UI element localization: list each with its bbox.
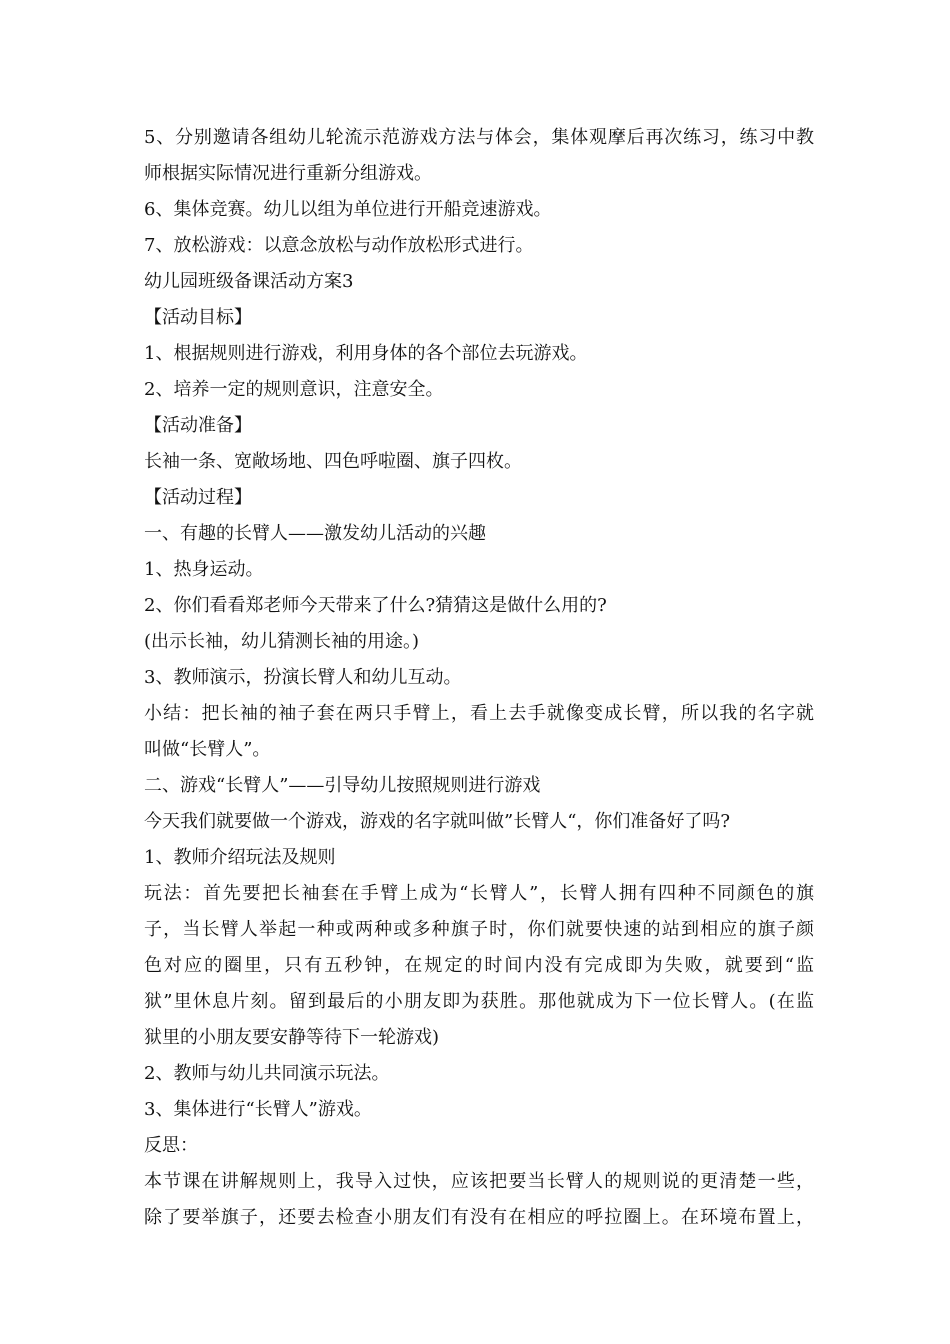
paragraph-line: 1、根据规则进行游戏，利用身体的各个部位去玩游戏。 <box>144 343 588 364</box>
paragraph-line: 小结：把长袖的袖子套在两只手臂上，看上去手就像变成长臂，所以我的名字就 <box>144 703 814 724</box>
paragraph-line: 6、集体竞赛。幼儿以组为单位进行开船竞速游戏。 <box>144 199 552 220</box>
paragraph-line: 长袖一条、宽敞场地、四色呼啦圈、旗子四枚。 <box>144 451 522 472</box>
paragraph-line: 子，当长臂人举起一种或两种或多种旗子时，你们就要快速的站到相应的旗子颜 <box>144 919 814 940</box>
paragraph-line: 1、热身运动。 <box>144 559 264 580</box>
paragraph-line: 【活动准备】 <box>144 415 252 436</box>
paragraph-line: 2、培养一定的规则意识，注意安全。 <box>144 379 444 400</box>
paragraph-line: 5、分别邀请各组幼儿轮流示范游戏方法与体会，集体观摩后再次练习，练习中教 <box>144 127 814 148</box>
paragraph-line: 狱”里休息片刻。留到最后的小朋友即为获胜。那他就成为下一位长臂人。(在监 <box>144 991 814 1012</box>
paragraph-line: 今天我们就要做一个游戏，游戏的名字就叫做”长臂人“，你们准备好了吗? <box>144 811 731 832</box>
paragraph-line: 二、游戏“长臂人”——引导幼儿按照规则进行游戏 <box>144 775 541 796</box>
paragraph-line: 1、教师介绍玩法及规则 <box>144 847 336 868</box>
paragraph-line: 幼儿园班级备课活动方案3 <box>144 271 354 292</box>
paragraph-line: 狱里的小朋友要安静等待下一轮游戏) <box>144 1027 440 1048</box>
paragraph-line: 2、你们看看郑老师今天带来了什么?猜猜这是做什么用的? <box>144 595 607 616</box>
paragraph-line: 色对应的圈里，只有五秒钟，在规定的时间内没有完成即为失败，就要到“监 <box>144 955 814 976</box>
paragraph-line: 【活动过程】 <box>144 487 252 508</box>
paragraph-line: 【活动目标】 <box>144 307 252 328</box>
paragraph-line: (出示长袖，幼儿猜测长袖的用途。) <box>144 631 420 652</box>
paragraph-line: 除了要举旗子，还要去检查小朋友们有没有在相应的呼拉圈上。在环境布置上， <box>144 1207 814 1228</box>
paragraph-line: 本节课在讲解规则上，我导入过快，应该把要当长臂人的规则说的更清楚一些， <box>144 1171 814 1192</box>
paragraph-line: 一、有趣的长臂人——激发幼儿活动的兴趣 <box>144 523 486 544</box>
paragraph-line: 师根据实际情况进行重新分组游戏。 <box>144 163 432 184</box>
paragraph-line: 叫做“长臂人”。 <box>144 739 271 760</box>
paragraph-line: 反思： <box>144 1135 198 1156</box>
paragraph-line: 3、集体进行“长臂人”游戏。 <box>144 1099 372 1120</box>
paragraph-line: 7、放松游戏：以意念放松与动作放松形式进行。 <box>144 235 534 256</box>
paragraph-line: 玩法：首先要把长袖套在手臂上成为“长臂人”，长臂人拥有四种不同颜色的旗 <box>144 883 814 904</box>
paragraph-line: 2、教师与幼儿共同演示玩法。 <box>144 1063 390 1084</box>
document-body <box>144 120 814 1236</box>
paragraph-line: 3、教师演示，扮演长臂人和幼儿互动。 <box>144 667 462 688</box>
